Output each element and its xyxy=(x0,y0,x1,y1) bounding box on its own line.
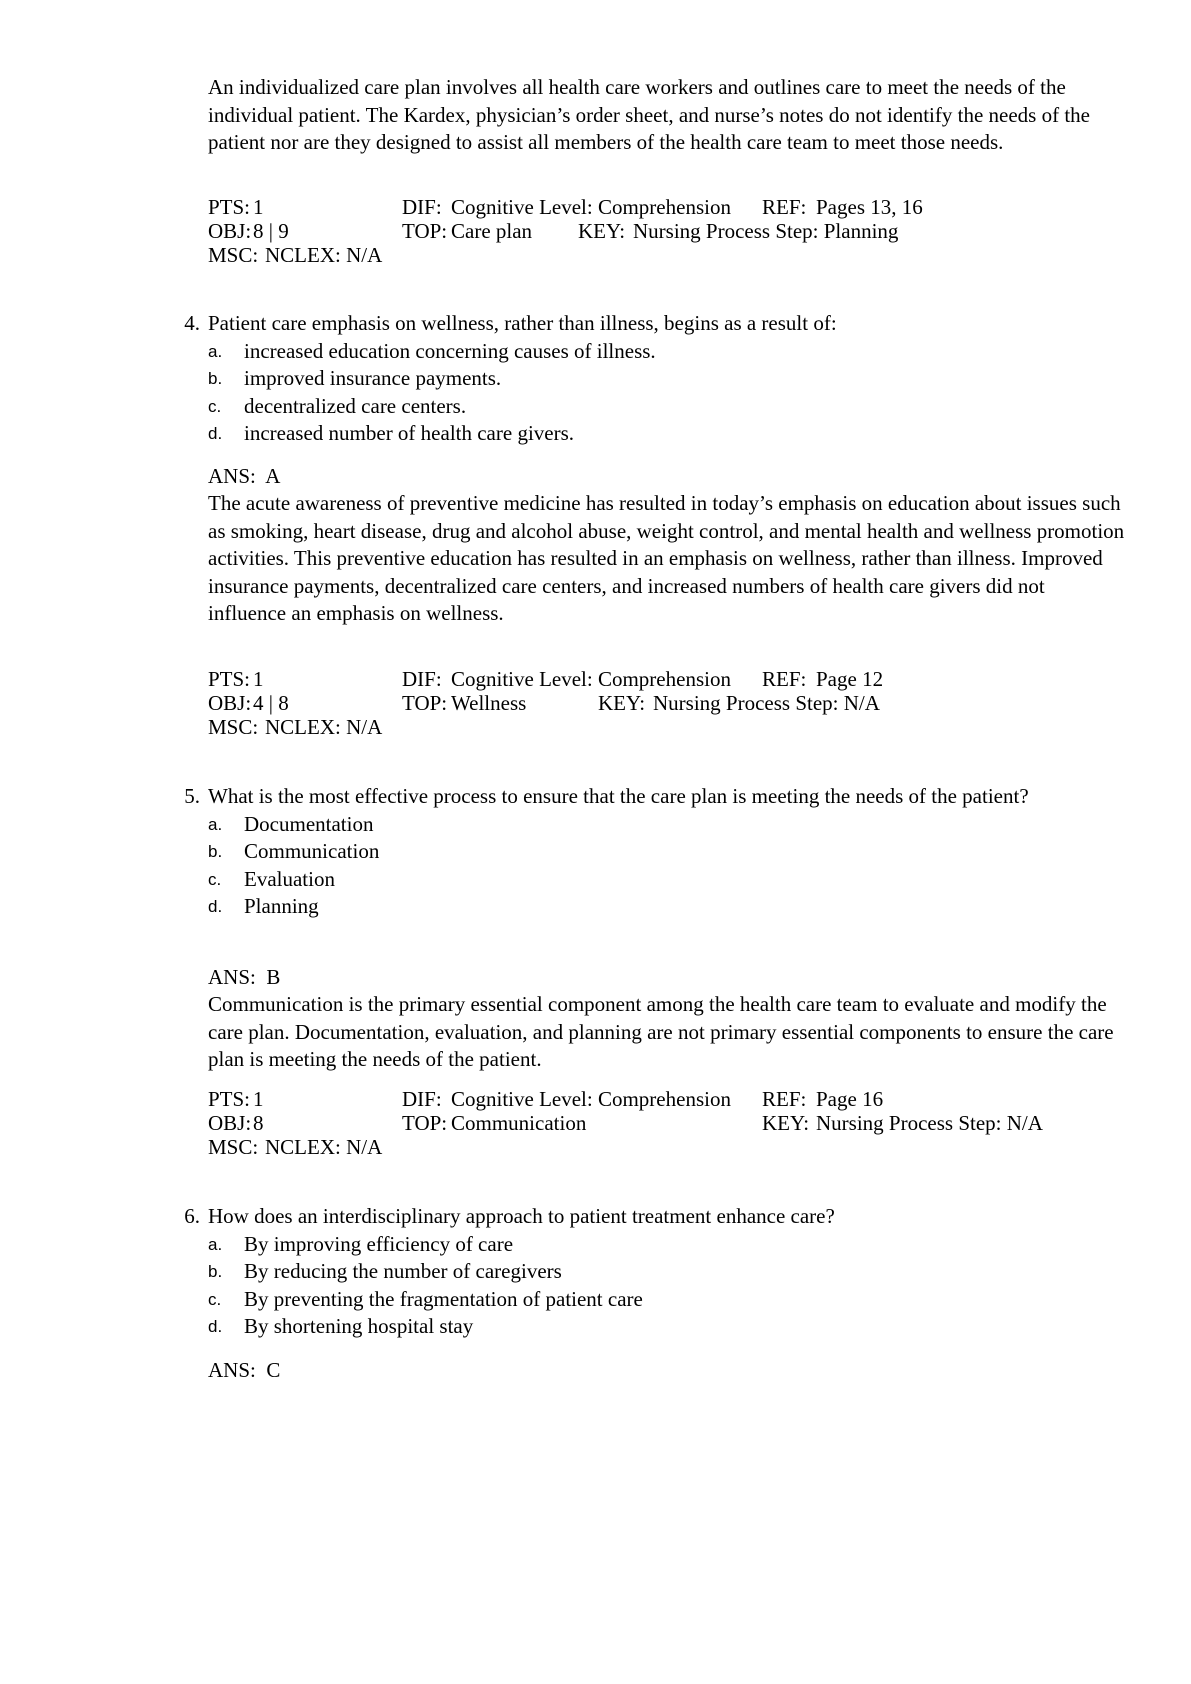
option-letter: c. xyxy=(208,869,222,889)
option-b xyxy=(208,838,1130,866)
option-d xyxy=(208,1313,1130,1341)
dif-value: Cognitive Level: Comprehension xyxy=(451,1087,731,1111)
ans-label: ANS: xyxy=(208,464,256,488)
top-value: Care plan xyxy=(451,219,533,243)
option-c xyxy=(208,393,1130,421)
option-c xyxy=(208,866,1130,894)
option-d xyxy=(208,420,1130,448)
option-letter: d. xyxy=(208,1317,223,1336)
answer-options xyxy=(208,811,1130,921)
ref-value: Page 12 xyxy=(816,667,884,691)
option-letter: b. xyxy=(208,369,223,388)
option-text: decentralized care centers. xyxy=(244,393,467,418)
option-a xyxy=(208,1231,1130,1259)
question-5 xyxy=(160,783,1130,921)
ans-value: B xyxy=(266,965,281,989)
rationale-text: An individualized care plan involves all health care workers and outlines care to meet the needs of the individual patient. The Kardex, physician’s order sheet, and nurse’s notes do not identify the needs of the patient nor are they designed to assist all members of the health care team to meet those needs. xyxy=(208,75,1090,154)
option-text: By preventing the fragmentation of patient care xyxy=(244,1286,643,1311)
option-letter: d. xyxy=(208,897,223,916)
rationale-q3 xyxy=(208,74,1128,157)
dif-label: DIF: xyxy=(402,667,442,691)
option-letter: a. xyxy=(208,814,223,834)
obj-value: 4 | 8 xyxy=(253,691,289,715)
rationale-text: Communication is the primary essential component among the health care team to evaluate and modify the care plan. Documentation, evaluation, and planning are not primary essential components to ensure the care plan is meeting the needs of the patient. xyxy=(208,992,1114,1071)
key-label: KEY: xyxy=(598,691,646,715)
ans-value: A xyxy=(265,464,281,488)
rationale-q5 xyxy=(208,991,1128,1074)
obj-value: 8 xyxy=(253,1111,264,1135)
pts-value: 1 xyxy=(253,195,264,219)
ref-value: Pages 13, 16 xyxy=(816,195,923,219)
option-text: increased education concerning causes of illness. xyxy=(244,338,656,363)
question-text: What is the most effective process to ensure that the care plan is meeting the needs of the patient? xyxy=(208,784,1029,808)
pts-label: PTS: xyxy=(208,667,251,691)
option-text: improved insurance payments. xyxy=(244,366,502,390)
msc-label: MSC: xyxy=(208,715,259,739)
msc-value: NCLEX: N/A xyxy=(265,243,383,267)
question-6 xyxy=(160,1203,1130,1341)
meta-q3 xyxy=(208,194,1128,270)
option-text: Communication xyxy=(244,839,380,863)
option-a xyxy=(208,811,1130,839)
option-letter: b. xyxy=(208,1262,223,1281)
key-value: Nursing Process Step: N/A xyxy=(653,691,880,715)
option-letter: d. xyxy=(208,424,223,443)
question-number: 5. xyxy=(184,784,200,808)
option-text: Planning xyxy=(244,894,319,918)
answer-options xyxy=(208,338,1130,448)
option-d xyxy=(208,893,1130,921)
option-letter: a. xyxy=(208,341,223,361)
pts-label: PTS: xyxy=(208,195,251,219)
option-c xyxy=(208,1286,1130,1314)
option-letter: b. xyxy=(208,842,223,861)
ref-label: REF: xyxy=(762,195,807,219)
obj-label: OBJ: xyxy=(208,219,252,243)
option-text: increased number of health care givers. xyxy=(244,421,575,445)
dif-value: Cognitive Level: Comprehension xyxy=(451,667,731,691)
option-b xyxy=(208,1258,1130,1286)
key-value: Nursing Process Step: Planning xyxy=(633,219,899,243)
ref-value: Page 16 xyxy=(816,1087,884,1111)
obj-label: OBJ: xyxy=(208,691,252,715)
obj-label: OBJ: xyxy=(208,1111,252,1135)
question-number: 6. xyxy=(184,1204,200,1228)
ref-label: REF: xyxy=(762,1087,807,1111)
option-text: By improving efficiency of care xyxy=(244,1231,514,1256)
ref-label: REF: xyxy=(762,667,807,691)
ans-value: C xyxy=(266,1358,281,1382)
option-letter: c. xyxy=(208,396,222,416)
top-label: TOP: xyxy=(402,219,448,243)
option-letter: c. xyxy=(208,1289,222,1309)
option-text: Evaluation xyxy=(244,866,335,891)
option-text: By shortening hospital stay xyxy=(244,1314,474,1338)
answer-options xyxy=(208,1231,1130,1341)
answer-q5 xyxy=(208,964,280,992)
msc-label: MSC: xyxy=(208,243,259,267)
ans-label: ANS: xyxy=(208,965,256,989)
answer-q6 xyxy=(208,1357,280,1385)
option-a xyxy=(208,338,1130,366)
rationale-q4 xyxy=(208,490,1128,628)
option-text: By reducing the number of caregivers xyxy=(244,1259,562,1283)
question-number: 4. xyxy=(184,311,200,335)
top-value: Wellness xyxy=(451,691,527,715)
option-b xyxy=(208,365,1130,393)
dif-label: DIF: xyxy=(402,1087,442,1111)
msc-value: NCLEX: N/A xyxy=(265,1135,383,1159)
top-label: TOP: xyxy=(402,691,448,715)
question-text: Patient care emphasis on wellness, rather than illness, begins as a result of: xyxy=(208,311,837,335)
pts-label: PTS: xyxy=(208,1087,251,1111)
msc-value: NCLEX: N/A xyxy=(265,715,383,739)
dif-value: Cognitive Level: Comprehension xyxy=(451,195,731,219)
meta-q5 xyxy=(208,1086,1128,1162)
ans-label: ANS: xyxy=(208,1358,256,1382)
option-text: Documentation xyxy=(244,811,374,836)
answer-q4 xyxy=(208,463,280,491)
top-label: TOP: xyxy=(402,1111,448,1135)
pts-value: 1 xyxy=(253,667,264,691)
rationale-text: The acute awareness of preventive medicine has resulted in today’s emphasis on education about issues such as smoking, heart disease, drug and alcohol abuse, weight control, and mental health and wellness promotion activities. This preventive education has resulted in an emphasis on wellness, rather than illness. Improved insurance payments, decentralized care centers, and increased numbers of health care givers did not influence an emphasis on wellness. xyxy=(208,491,1125,625)
key-value: Nursing Process Step: N/A xyxy=(816,1111,1043,1135)
question-4 xyxy=(160,310,1130,448)
key-label: KEY: xyxy=(762,1111,810,1135)
key-label: KEY: xyxy=(578,219,626,243)
top-value: Communication xyxy=(451,1111,587,1135)
obj-value: 8 | 9 xyxy=(253,219,289,243)
dif-label: DIF: xyxy=(402,195,442,219)
meta-q4 xyxy=(208,666,1128,742)
msc-label: MSC: xyxy=(208,1135,259,1159)
pts-value: 1 xyxy=(253,1087,264,1111)
option-letter: a. xyxy=(208,1234,223,1254)
question-text: How does an interdisciplinary approach to patient treatment enhance care? xyxy=(208,1204,835,1228)
